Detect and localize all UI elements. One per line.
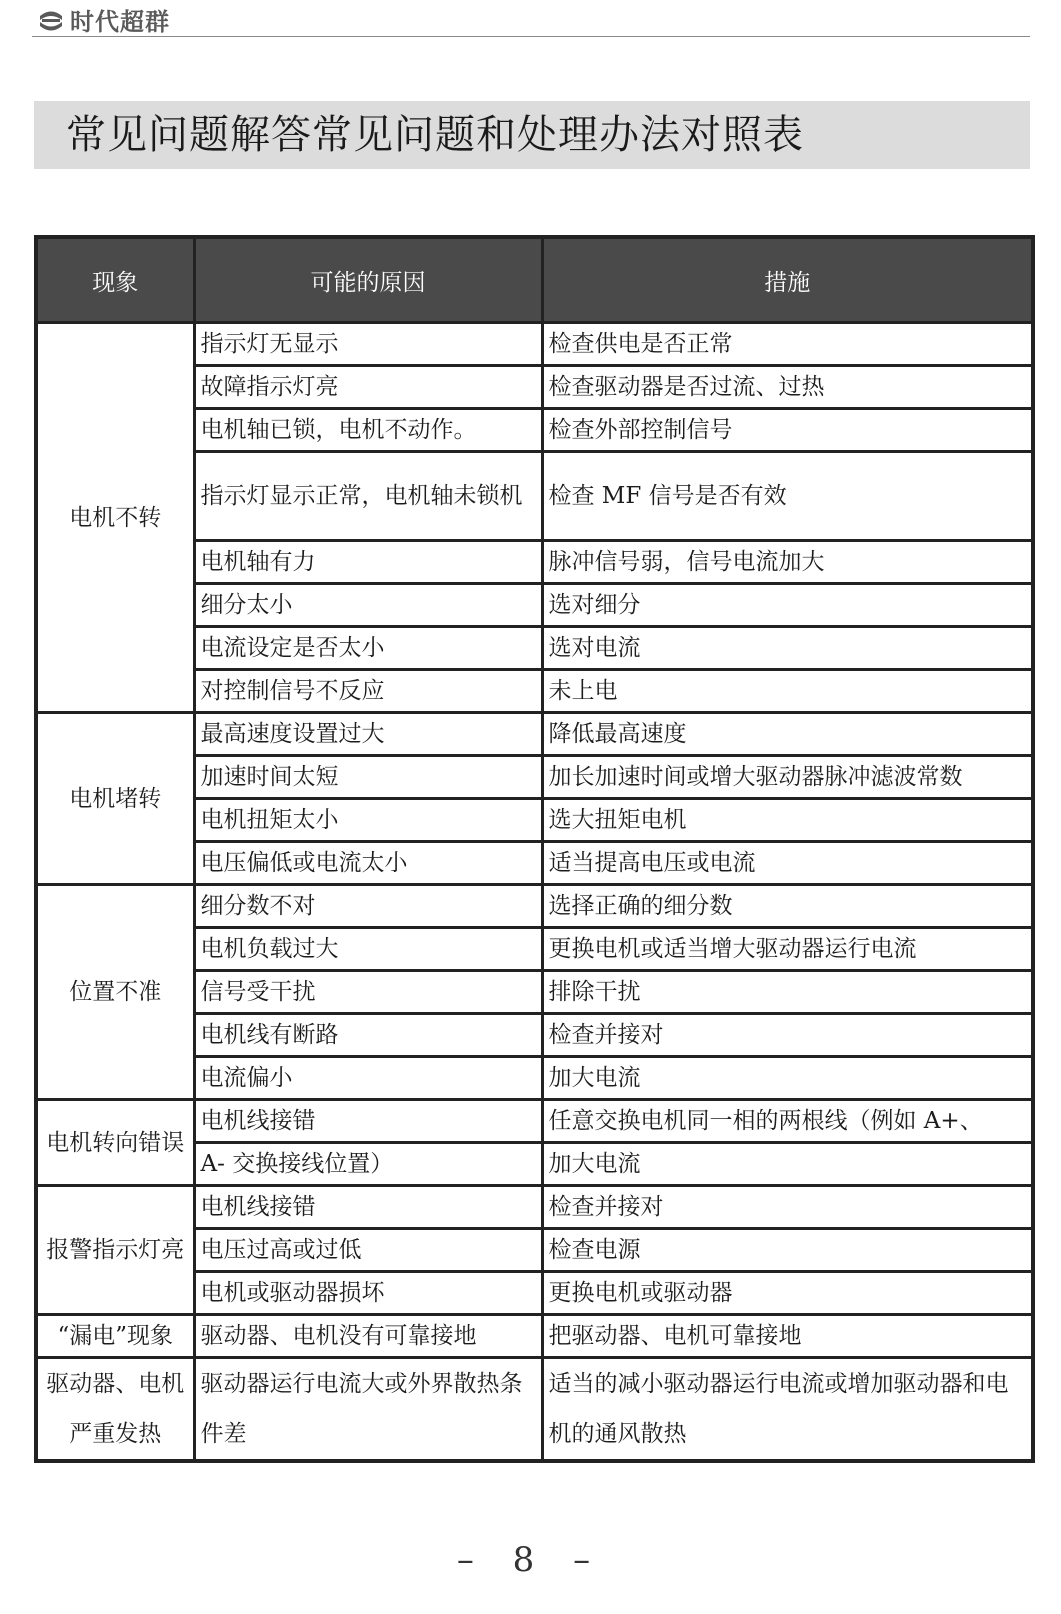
table-row	[36, 323, 1033, 366]
cause-cell: 故障指示灯亮	[194, 366, 542, 409]
cause-cell: 电机负载过大	[194, 928, 542, 971]
column-header-phenomenon: 现象	[36, 237, 194, 323]
phenomenon-cell: 位置不准	[36, 885, 194, 1100]
measure-cell: 选择正确的细分数	[542, 885, 1033, 928]
measure-cell: 把驱动器、电机可靠接地	[542, 1315, 1033, 1358]
measure-cell: 适当提高电压或电流	[542, 842, 1033, 885]
cause-cell: 指示灯显示正常，电机轴未锁机	[194, 452, 542, 541]
cause-cell: 电机线接错	[194, 1186, 542, 1229]
cause-cell: 最高速度设置过大	[194, 713, 542, 756]
table-body	[36, 323, 1033, 1462]
cause-cell: 电流偏小	[194, 1057, 542, 1100]
page-title: 常见问题解答常见问题和处理办法对照表	[66, 112, 804, 158]
measure-cell: 降低最高速度	[542, 713, 1033, 756]
cause-cell: 电机或驱动器损坏	[194, 1272, 542, 1315]
cause-cell: 加速时间太短	[194, 756, 542, 799]
measure-cell: 脉冲信号弱，信号电流加大	[542, 541, 1033, 584]
cause-cell: 对控制信号不反应	[194, 670, 542, 713]
measure-cell: 检查 MF 信号是否有效	[542, 452, 1033, 541]
measure-cell: 加长加速时间或增大驱动器脉冲滤波常数	[542, 756, 1033, 799]
cause-cell: 细分太小	[194, 584, 542, 627]
cause-cell: 电机轴有力	[194, 541, 542, 584]
table-row	[36, 1100, 1033, 1143]
cause-cell: 电机线有断路	[194, 1014, 542, 1057]
cause-cell: 指示灯无显示	[194, 323, 542, 366]
measure-cell: 选大扭矩电机	[542, 799, 1033, 842]
measure-cell: 加大电流	[542, 1057, 1033, 1100]
measure-cell: 更换电机或适当增大驱动器运行电流	[542, 928, 1033, 971]
s-wave-logo-icon	[36, 5, 66, 35]
brand-name: 时代超群	[70, 8, 170, 36]
title-bar	[34, 101, 1030, 169]
cause-cell: 信号受干扰	[194, 971, 542, 1014]
measure-cell: 选对电流	[542, 627, 1033, 670]
measure-cell: 检查驱动器是否过流、过热	[542, 366, 1033, 409]
troubleshooting-table-container	[34, 235, 1031, 1463]
cause-cell: 电机扭矩太小	[194, 799, 542, 842]
troubleshooting-table	[34, 235, 1035, 1463]
phenomenon-cell: “漏电”现象	[36, 1315, 194, 1358]
cause-cell: 电机轴已锁，电机不动作。	[194, 409, 542, 452]
table-row	[36, 885, 1033, 928]
measure-cell: 更换电机或驱动器	[542, 1272, 1033, 1315]
measure-cell: 任意交换电机同一相的两根线（例如 A+、	[542, 1100, 1033, 1143]
table-row	[36, 1358, 1033, 1462]
measure-cell: 适当的减小驱动器运行电流或增加驱动器和电机的通风散热	[542, 1358, 1033, 1462]
cause-cell: A- 交换接线位置）	[194, 1143, 542, 1186]
measure-cell: 选对细分	[542, 584, 1033, 627]
cause-cell: 驱动器运行电流大或外界散热条件差	[194, 1358, 542, 1462]
table-header-row	[36, 237, 1033, 323]
cause-cell: 电机线接错	[194, 1100, 542, 1143]
phenomenon-cell: 电机堵转	[36, 713, 194, 885]
measure-cell: 加大电流	[542, 1143, 1033, 1186]
measure-cell: 未上电	[542, 670, 1033, 713]
cause-cell: 电压过高或过低	[194, 1229, 542, 1272]
page-header	[32, 0, 1030, 37]
measure-cell: 检查外部控制信号	[542, 409, 1033, 452]
column-header-measure: 措施	[542, 237, 1033, 323]
measure-cell: 检查电源	[542, 1229, 1033, 1272]
table-row	[36, 1315, 1033, 1358]
cause-cell: 驱动器、电机没有可靠接地	[194, 1315, 542, 1358]
phenomenon-cell: 驱动器、电机严重发热	[36, 1358, 194, 1462]
cause-cell: 电压偏低或电流太小	[194, 842, 542, 885]
table-row	[36, 1186, 1033, 1229]
measure-cell: 检查供电是否正常	[542, 323, 1033, 366]
cause-cell: 细分数不对	[194, 885, 542, 928]
cause-cell: 电流设定是否太小	[194, 627, 542, 670]
measure-cell: 排除干扰	[542, 971, 1033, 1014]
column-header-cause: 可能的原因	[194, 237, 542, 323]
measure-cell: 检查并接对	[542, 1186, 1033, 1229]
measure-cell: 检查并接对	[542, 1014, 1033, 1057]
brand	[36, 2, 170, 37]
phenomenon-cell: 电机转向错误	[36, 1100, 194, 1186]
phenomenon-cell: 电机不转	[36, 323, 194, 713]
page-number: – 8 –	[456, 1540, 605, 1580]
phenomenon-cell: 报警指示灯亮	[36, 1186, 194, 1315]
table-row	[36, 713, 1033, 756]
